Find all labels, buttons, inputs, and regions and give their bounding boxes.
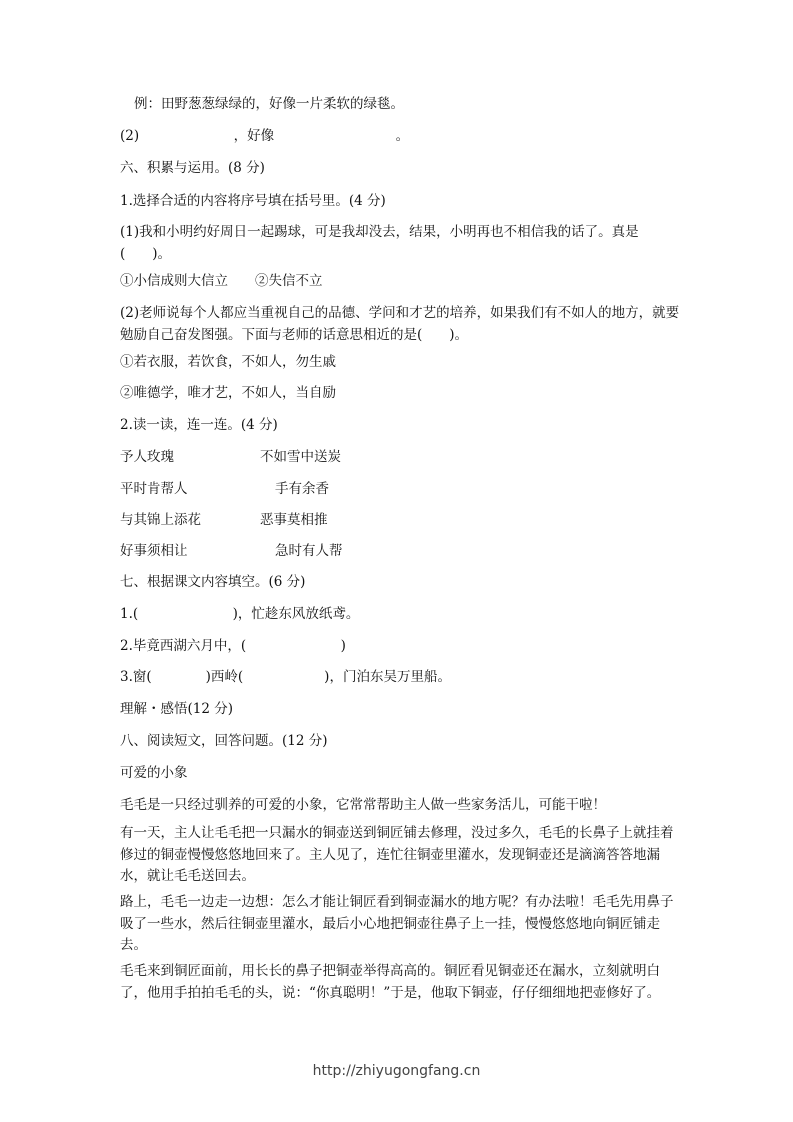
story-paragraph-2: 有一天，主人让毛毛把一只漏水的铜壶送到铜匠铺去修理，没过多久，毛毛的长鼻子上就挂着修过的铜壶慢慢悠悠地回来了。主人见了，连忙往铜壶里灌水，发现铜壶还是滴滴答答地漏水，就让毛毛送回去。 (120, 825, 674, 884)
fill-line-1: 1.( )，忙趁东风放纸鸢。 (120, 606, 360, 622)
match-right: 不如雪中送炭 (260, 449, 341, 465)
match-right: 手有余香 (275, 481, 329, 497)
question-1-title: 1.选择合适的内容将序号填在括号里。(4 分) (120, 193, 386, 209)
section-6-title: 六、积累与运用。(8 分) (120, 160, 265, 176)
section-7-title: 七、根据课文内容填空。(6 分) (120, 574, 306, 590)
match-left: 好事须相让 (120, 543, 188, 559)
section-8-title: 八、阅读短文，回答问题。(12 分) (120, 733, 328, 749)
fill-line-3: 3.窗( )西岭( )，门泊东吴万里船。 (120, 669, 451, 685)
match-left: 平时肯帮人 (120, 481, 188, 497)
question-1-1-options: ①小信成则大信立 ②失信不立 (120, 273, 323, 289)
example-sentence: 例：田野葱葱绿绿的，好像一片柔软的绿毯。 (134, 96, 404, 112)
story-paragraph-4: 毛毛来到铜匠面前，用长长的鼻子把铜壶举得高高的。铜匠看见铜壶还在漏水，立刻就明白了，他用手拍拍毛毛的头，说：“你真聪明！”于是，他取下铜壶，仔仔细细地把壶修好了。 (120, 963, 661, 1001)
fill-line-2: 2.毕竟西湖六月中，( ) (120, 638, 346, 654)
match-left: 与其锦上添花 (120, 512, 201, 528)
match-right: 恶事莫相推 (260, 512, 328, 528)
story-paragraph-3: 路上，毛毛一边走一边想：怎么才能让铜匠看到铜壶漏水的地方呢？有办法啦！毛毛先用鼻子吸了一些水，然后往铜壶里灌水，最后小心地把铜壶往鼻子上一挂，慢慢悠悠地向铜匠铺走去。 (120, 894, 674, 953)
question-1-2-text: (2)老师说每个人都应当重视自己的品德、学问和才艺的培养，如果我们有不如人的地方，就要勉励自己奋发图强。下面与老师的话意思相近的是( )。 (120, 305, 680, 343)
fill-in-2: (2) ，好像 。 (120, 128, 410, 144)
story-paragraph-1: 毛毛是一只经过驯养的可爱的小象，它常常帮助主人做一些家务活儿，可能干啦！ (120, 797, 606, 813)
part-title: 理解・感悟(12 分) (120, 701, 234, 717)
question-1-2-option-1: ①若衣服，若饮食，不如人，勿生戚 (120, 354, 336, 370)
question-1-1-text: (1)我和小明约好周日一起踢球，可是我却没去，结果，小明再也不相信我的话了。真是( )。 (120, 224, 639, 262)
story-title: 可爱的小象 (120, 765, 188, 781)
footer-url: http://zhiyugongfang.cn (312, 1063, 481, 1079)
match-left: 予人玫瑰 (120, 449, 174, 465)
question-1-2-option-2: ②唯德学，唯才艺，不如人，当自励 (120, 385, 336, 401)
question-2-title: 2.读一读，连一连。(4 分) (120, 417, 278, 433)
match-right: 急时有人帮 (275, 543, 343, 559)
